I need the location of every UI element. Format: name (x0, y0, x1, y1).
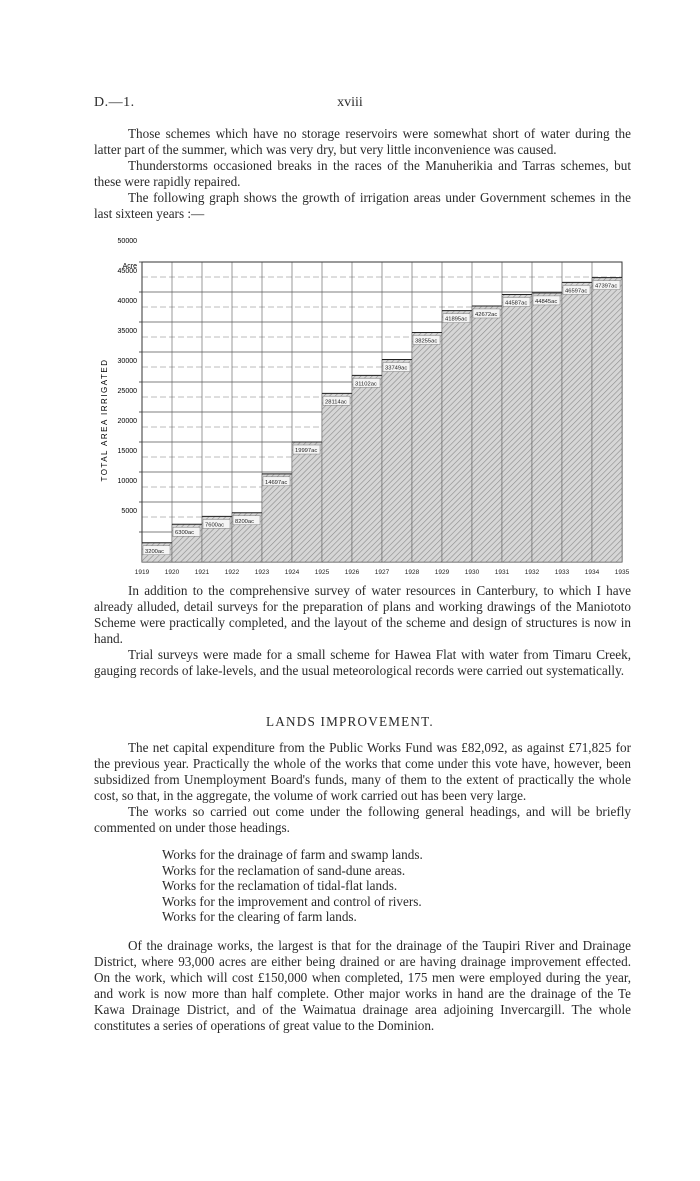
x-tick-labels (135, 569, 630, 576)
list-item: Works for the drainage of farm and swamp lands. (162, 847, 423, 862)
body-paragraph: The net capital expenditure from the Public Works Fund was £82,092, as against £71,825 for the previous year. Practically the whole of the works that come under this vote have, however, been subsidized from Unemployment Board's funds, many of them to the extent of practically the whole cost, so that, in the aggregate, the volume of work carried out has been very large. (94, 740, 631, 803)
bar (352, 375, 382, 562)
intro-paragraph: Those schemes which have no storage reservoirs were somewhat short of water during the latter part of the summer, which was very dry, but very little inconvenience was caused. (94, 126, 631, 157)
page-reference: D.—1. (94, 95, 135, 110)
bar (322, 393, 352, 562)
data-label (203, 519, 230, 528)
x-tick-label: 1922 (224, 569, 240, 576)
data-label (143, 546, 170, 555)
closing-text (94, 938, 631, 1034)
y-tick-label: 35000 (117, 328, 137, 335)
list-item: Works for the reclamation of sand-dune areas. (162, 862, 406, 878)
data-label (293, 445, 320, 454)
body-paragraph: The works so carried out come under the following general headings, and will be briefly commented on under those headings. (94, 804, 631, 835)
data-label-text: 47397ac (595, 283, 618, 290)
bar (472, 306, 502, 562)
data-label (413, 335, 440, 344)
x-tick-label: 1921 (194, 569, 210, 576)
data-label-text: 41895ac (445, 316, 468, 323)
y-tick-label: 40000 (117, 298, 137, 305)
data-label-text: 19997ac (295, 448, 318, 455)
y-tick-label: 10000 (117, 478, 137, 485)
bar (592, 278, 622, 562)
bar (532, 293, 562, 562)
bar (412, 332, 442, 562)
data-label-text: 46597ac (565, 288, 588, 295)
intro-text (94, 126, 631, 222)
y-tick-label: 5000 (121, 508, 137, 515)
data-label-text: 7600ac (205, 522, 225, 529)
data-label (473, 309, 500, 318)
x-tick-label: 1919 (134, 569, 150, 576)
bar (382, 360, 412, 562)
data-label (563, 285, 590, 294)
x-tick-label: 1932 (524, 569, 540, 576)
bar (292, 442, 322, 562)
x-tick-label: 1925 (314, 569, 330, 576)
x-tick-label: 1924 (284, 569, 300, 576)
y-axis-title: TOTAL AREA IRRIGATED (100, 358, 109, 482)
page-number: xviii (337, 95, 363, 110)
data-label-text: 6300ac (175, 530, 195, 537)
x-tick-label: 1926 (344, 569, 360, 576)
data-label (593, 281, 620, 290)
data-label-text: 44845ac (535, 298, 558, 305)
bar (262, 474, 292, 562)
x-tick-label: 1934 (584, 569, 600, 576)
data-label (443, 314, 470, 323)
x-tick-label: 1927 (374, 569, 390, 576)
x-tick-label: 1928 (404, 569, 420, 576)
y-tick-label: 50000 (117, 238, 137, 245)
data-label (323, 396, 350, 405)
data-label-text: 3200ac (145, 548, 165, 555)
data-label (173, 527, 200, 536)
data-label-text: 42672ac (475, 311, 498, 318)
bar (502, 294, 532, 562)
data-label-text: 31102ac (355, 381, 377, 388)
y-tick-label: 45000 (117, 268, 137, 275)
section-heading: LANDS IMPROVEMENT. (266, 714, 434, 729)
list-item: Works for the clearing of farm lands. (162, 909, 357, 925)
irrigation-growth-chart (0, 238, 700, 580)
x-tick-label: 1935 (614, 569, 630, 576)
bar (562, 282, 592, 562)
data-label (383, 363, 410, 372)
x-tick-label: 1931 (494, 569, 510, 576)
body-paragraph: In addition to the comprehensive survey of water resources in Canterbury, to which I have already alluded, detail surveys for the preparation of plans and working drawings of the Maniototo Scheme were practically completed, and the layout of the scheme and design of structures is now in hand. (94, 583, 631, 646)
body-paragraph: Of the drainage works, the largest is that for the drainage of the Taupiri River and Drainage District, where 93,000 acres are either being drained or are having drainage improvement effected. On the work, which will cost £150,000 when completed, 175 men were employed during the year, and work is now more than half complete. Other major works in hand are the drainage of the Te Kawa Drainage District, and of the Waimatua drainage area adjoining Invercargill. The whole constitutes a series of operations of great value to the Dominion. (94, 938, 631, 1033)
y-tick-label: 30000 (117, 358, 137, 365)
data-label (533, 296, 560, 305)
data-label-text: 8200ac (235, 518, 255, 525)
y-tick-label: 15000 (117, 448, 137, 455)
data-label-text: 38255ac (415, 338, 438, 345)
bar (442, 311, 472, 562)
chart-axes (100, 238, 137, 515)
y-tick-label: 20000 (117, 418, 137, 425)
x-tick-label: 1933 (554, 569, 570, 576)
after-chart-text (94, 583, 631, 679)
body-paragraph: Trial surveys were made for a small scheme for Hawea Flat with water from Timaru Creek, gauging records of lake-levels, and the usual meteorological records were carried out systematically. (94, 647, 631, 678)
y-unit-label: Acre (122, 263, 137, 270)
x-tick-label: 1920 (164, 569, 180, 576)
data-label (353, 378, 380, 387)
data-label-text: 14697ac (265, 479, 288, 486)
x-tick-label: 1929 (434, 569, 450, 576)
data-label-text: 33749ac (385, 365, 408, 372)
works-list (162, 847, 423, 925)
data-label (233, 516, 260, 525)
data-label-text: 28114ac (325, 399, 347, 406)
data-label-text: 44587ac (505, 300, 528, 307)
data-label (503, 297, 530, 306)
data-label (263, 477, 290, 486)
x-tick-label: 1930 (464, 569, 480, 576)
intro-paragraph: The following graph shows the growth of irrigation areas under Government schemes in the last sixteen years :— (94, 190, 631, 221)
intro-paragraph: Thunderstorms occasioned breaks in the races of the Manuherikia and Tarras schemes, but these were rapidly repaired. (94, 158, 631, 189)
y-tick-label: 25000 (117, 388, 137, 395)
list-item: Works for the reclamation of tidal-flat lands. (162, 878, 398, 894)
list-item: Works for the improvement and control of rivers. (162, 893, 422, 909)
x-tick-label: 1923 (254, 569, 270, 576)
lands-text (94, 740, 631, 836)
